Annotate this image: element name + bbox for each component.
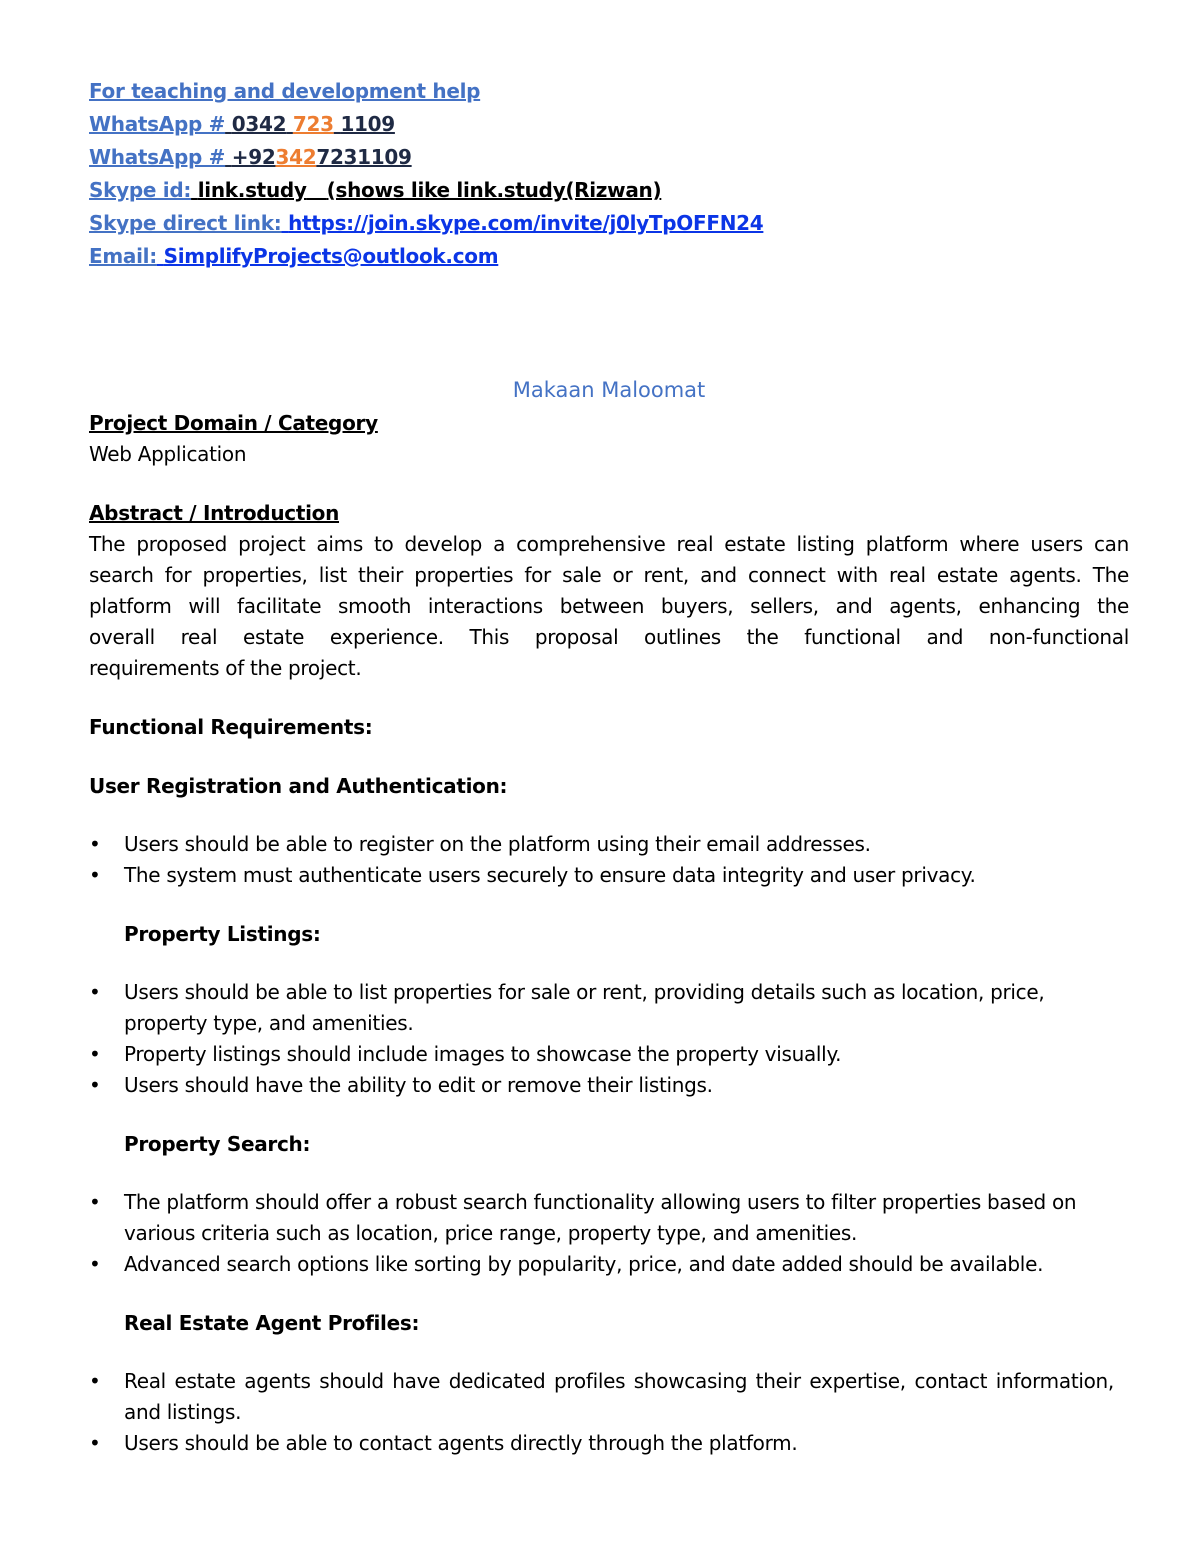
abstract-heading: Abstract / Introduction: [89, 501, 340, 525]
whatsapp-label: WhatsApp #: [89, 145, 226, 169]
section-list: [89, 1366, 1114, 1459]
domain-value: Web Application: [89, 442, 247, 466]
list-item: • Users should be able to list properties for sale or rent, providing details such as location, price, property type, and amenities.: [89, 977, 1099, 1039]
skype-link-line: [89, 207, 763, 240]
section-heading: Property Listings:: [124, 922, 321, 946]
list-item: • Property listings should include images to showcase the property visually.: [89, 1039, 1099, 1070]
abstract-line: requirements of the project.: [89, 656, 362, 680]
email-label: Email:: [89, 244, 157, 268]
list-item: • Users should be able to contact agents directly through the platform.: [89, 1428, 1114, 1459]
functional-heading: Functional Requirements:: [89, 715, 373, 739]
whatsapp-line-1: [89, 108, 763, 141]
skype-id-note: (shows like link.study(Rizwan): [326, 178, 662, 202]
abstract-section: [89, 498, 1129, 684]
skype-link-label: Skype direct link:: [89, 211, 282, 235]
abstract-line: platform will facilitate smooth interactions between buyers, sellers, and agents, enhancing the: [89, 594, 1129, 618]
whatsapp-number-part[interactable]: +92: [231, 145, 276, 169]
section-heading: Real Estate Agent Profiles:: [124, 1311, 420, 1335]
list-item: • Users should have the ability to edit or remove their listings.: [89, 1070, 1099, 1101]
list-item: • Real estate agents should have dedicated profiles showcasing their expertise, contact information, and listings.: [89, 1366, 1114, 1428]
whatsapp-label: WhatsApp #: [89, 112, 226, 136]
email-link[interactable]: SimplifyProjects@outlook.com: [163, 244, 499, 268]
email-line: [89, 240, 763, 273]
list-item: • The platform should offer a robust search functionality allowing users to filter properties based on various criteria such as location, price range, property type, and amenities.: [89, 1187, 1099, 1249]
skype-id-value[interactable]: link.study: [197, 178, 307, 202]
section-list: [89, 829, 1099, 891]
whatsapp-number-part[interactable]: 723: [292, 112, 334, 136]
teaching-help-text: For teaching and development help: [89, 79, 481, 103]
abstract-line: overall real estate experience. This proposal outlines the functional and non-functional: [89, 625, 1129, 649]
domain-heading: Project Domain / Category: [89, 411, 378, 435]
list-item: • Advanced search options like sorting by popularity, price, and date added should be available.: [89, 1249, 1099, 1280]
abstract-line: The proposed project aims to develop a comprehensive real estate listing platform where users can: [89, 532, 1129, 556]
whatsapp-number-part[interactable]: 1109: [340, 112, 395, 136]
document-title: Makaan Maloomat: [512, 378, 706, 402]
whatsapp-number-part[interactable]: 7231109: [316, 145, 412, 169]
domain-section: [89, 408, 1129, 470]
skype-id-line: [89, 174, 763, 207]
contact-block: [89, 75, 763, 273]
whatsapp-line-2: [89, 141, 763, 174]
list-item: • Users should be able to register on the platform using their email addresses.: [89, 829, 1099, 860]
skype-id-label: Skype id:: [89, 178, 192, 202]
section-heading: Property Search:: [124, 1132, 311, 1156]
abstract-line: search for properties, list their properties for sale or rent, and connect with real estate agents. The: [89, 563, 1129, 587]
whatsapp-number-part[interactable]: 0342: [231, 112, 287, 136]
list-item: • The system must authenticate users securely to ensure data integrity and user privacy.: [89, 860, 1099, 891]
section-list: [89, 977, 1099, 1101]
section-heading: User Registration and Authentication:: [89, 774, 508, 798]
section-list: [89, 1187, 1099, 1280]
whatsapp-number-part[interactable]: 342: [275, 145, 317, 169]
skype-direct-link[interactable]: https://join.skype.com/invite/j0lyTpOFFN24: [288, 211, 764, 235]
teaching-help-line: [89, 75, 763, 108]
